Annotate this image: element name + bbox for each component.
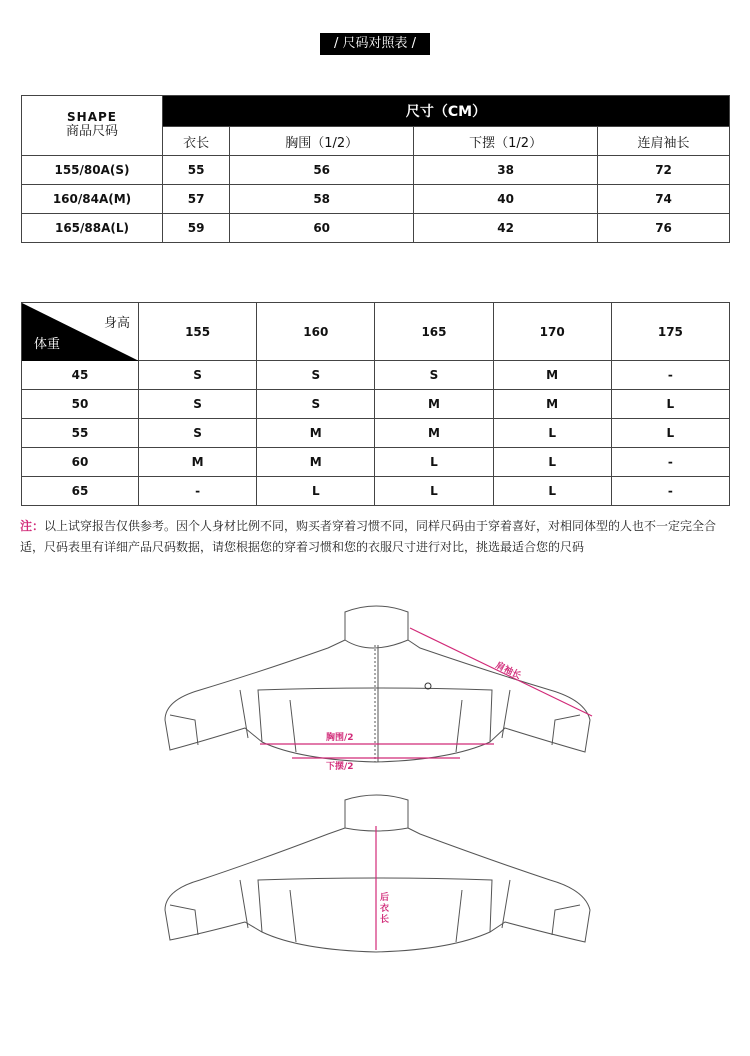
size-cell: L (493, 448, 611, 477)
value-cell: 60 (230, 214, 414, 243)
value-cell: 59 (163, 214, 230, 243)
height-header: 160 (257, 303, 375, 361)
table-row (22, 361, 730, 390)
column-header: 胸围（1/2） (230, 127, 414, 156)
front-garment-diagram (0, 590, 750, 780)
hem-label: 下摆/2 (326, 762, 354, 772)
product-size-label: 商品尺码 (65, 123, 118, 139)
unit-header: 尺寸（CM） (163, 96, 730, 127)
size-cell: L (493, 477, 611, 506)
corner-header-cell (22, 303, 139, 361)
value-cell: 72 (598, 156, 730, 185)
note-lead: 注： (20, 519, 45, 533)
value-cell: 56 (230, 156, 414, 185)
size-cell: 155/80A(S) (22, 156, 163, 185)
size-cell: - (139, 477, 257, 506)
table-row (22, 477, 730, 506)
back-length-label-1: 后 (380, 893, 390, 903)
weight-cell: 50 (22, 390, 139, 419)
weight-cell: 55 (22, 419, 139, 448)
size-cell: L (611, 419, 729, 448)
size-cell: L (493, 419, 611, 448)
value-cell: 74 (598, 185, 730, 214)
size-cell: L (611, 390, 729, 419)
size-cell: L (375, 477, 493, 506)
height-label: 身高 (103, 316, 130, 331)
column-header: 连肩袖长 (598, 127, 730, 156)
size-chart-table (21, 95, 730, 243)
table-row (22, 448, 730, 477)
page-title: / 尺码对照表 / (320, 33, 430, 55)
weight-cell: 65 (22, 477, 139, 506)
size-cell: 160/84A(M) (22, 185, 163, 214)
fit-recommendation-table (21, 302, 730, 506)
size-cell: M (493, 390, 611, 419)
size-cell: M (375, 390, 493, 419)
shape-label: SHAPE (67, 110, 117, 125)
size-cell: - (611, 477, 729, 506)
size-cell: S (139, 419, 257, 448)
height-header: 155 (139, 303, 257, 361)
chest-label: 胸围/2 (326, 733, 354, 743)
note-text: 以上试穿报告仅供参考。因个人身材比例不同，购买者穿着习惯不同，同样尺码由于穿着喜好，对相同体型的人也不一定完全合适，尺码表里有详细产品尺码数据，请您根据您的穿着习惯和您的衣服尺寸进行对比，挑选最适合您的尺码 (20, 519, 717, 554)
weight-label: 体重 (34, 337, 61, 352)
size-cell: M (375, 419, 493, 448)
size-cell: M (257, 448, 375, 477)
table-row (22, 390, 730, 419)
sleeve-length-label: 肩袖长 (493, 660, 523, 682)
value-cell: 57 (163, 185, 230, 214)
size-cell: 165/88A(L) (22, 214, 163, 243)
back-length-label-3: 长 (380, 915, 390, 925)
table-row (22, 185, 730, 214)
size-cell: L (257, 477, 375, 506)
size-cell: S (375, 361, 493, 390)
size-cell: M (493, 361, 611, 390)
value-cell: 40 (414, 185, 598, 214)
table-row (22, 156, 730, 185)
value-cell: 38 (414, 156, 598, 185)
column-header: 下摆（1/2） (414, 127, 598, 156)
value-cell: 58 (230, 185, 414, 214)
value-cell: 76 (598, 214, 730, 243)
height-header: 165 (375, 303, 493, 361)
size-note (20, 516, 732, 558)
shape-header-cell (22, 96, 163, 156)
size-cell: S (257, 361, 375, 390)
height-header: 170 (493, 303, 611, 361)
size-cell: M (139, 448, 257, 477)
size-cell: - (611, 361, 729, 390)
weight-cell: 60 (22, 448, 139, 477)
size-cell: S (139, 390, 257, 419)
column-header: 衣长 (163, 127, 230, 156)
size-cell: M (257, 419, 375, 448)
size-cell: - (611, 448, 729, 477)
back-garment-diagram (0, 790, 750, 960)
size-cell: S (139, 361, 257, 390)
height-header: 175 (611, 303, 729, 361)
value-cell: 55 (163, 156, 230, 185)
value-cell: 42 (414, 214, 598, 243)
size-cell: S (257, 390, 375, 419)
table-row (22, 214, 730, 243)
table-row (22, 419, 730, 448)
weight-cell: 45 (22, 361, 139, 390)
size-cell: L (375, 448, 493, 477)
back-length-label-2: 衣 (380, 904, 390, 914)
